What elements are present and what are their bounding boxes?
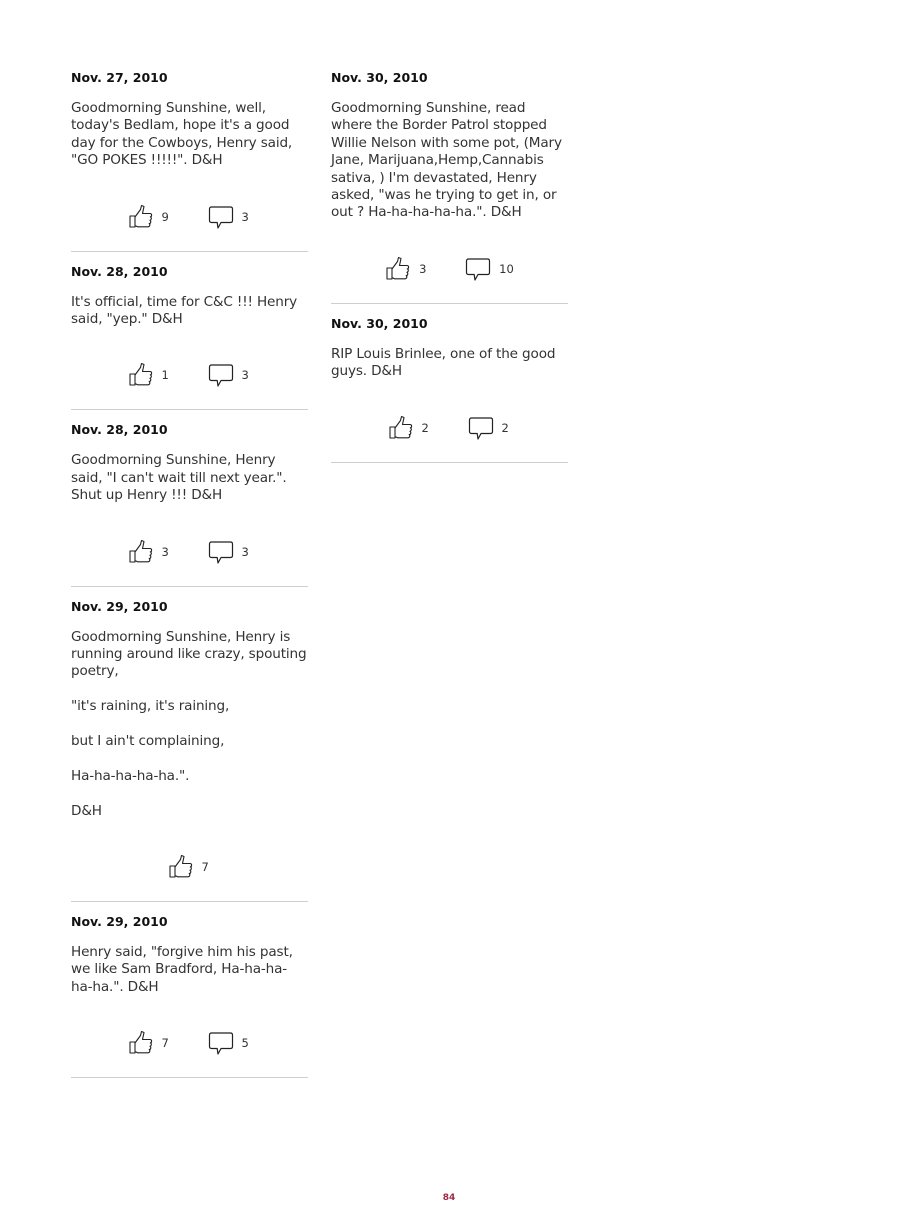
post: [71, 598, 308, 902]
speech-bubble-icon: [208, 204, 234, 230]
like-reaction[interactable]: [385, 256, 429, 282]
post-paragraph: but I ain't complaining,: [71, 733, 225, 750]
thumbs-up-icon: [128, 539, 154, 565]
speech-bubble-icon: [208, 539, 234, 565]
post: [331, 315, 568, 463]
post-paragraph: It's official, time for C&C !!! Henry said, "yep." D&H: [71, 293, 298, 328]
page-number: 84: [442, 1193, 456, 1203]
speech-bubble-icon: [465, 256, 491, 282]
comment-count: 10: [499, 261, 514, 276]
reaction-bar: [71, 540, 308, 564]
comment-count: 5: [241, 1036, 249, 1051]
reaction-bar: [71, 363, 308, 387]
post-paragraph: RIP Louis Brinlee, one of the good guys. D&H: [331, 345, 556, 380]
post-paragraph: Henry said, "forgive him his past, we like Sam Bradford, Ha-ha-ha-ha-ha.". D&H: [71, 944, 293, 995]
post: [71, 913, 308, 1078]
post-date: Nov. 30, 2010: [331, 315, 428, 331]
post-body: [331, 100, 568, 222]
comment-reaction[interactable]: [465, 256, 514, 282]
post: [331, 69, 568, 304]
comment-count: 3: [241, 368, 249, 383]
post-body: [71, 452, 308, 504]
post: [71, 69, 308, 252]
post-date: Nov. 30, 2010: [331, 70, 428, 85]
like-reaction[interactable]: [168, 854, 212, 880]
reaction-bar: [71, 1031, 308, 1055]
post-body: [331, 346, 568, 381]
like-reaction[interactable]: [128, 362, 172, 388]
comment-count: 3: [241, 209, 249, 224]
comment-reaction[interactable]: [208, 539, 252, 565]
post-date: Nov. 28, 2010: [71, 422, 168, 438]
thumbs-up-icon: [128, 1030, 154, 1056]
thumbs-up-icon: [128, 204, 154, 230]
like-count: 3: [419, 261, 427, 276]
like-count: 1: [161, 368, 169, 383]
comment-reaction[interactable]: [208, 362, 252, 388]
post-body: [71, 100, 308, 170]
comment-count: 2: [501, 420, 509, 435]
post-paragraph: Ha-ha-ha-ha-ha.".: [71, 767, 190, 784]
post-body: [71, 294, 308, 329]
post-paragraph: Goodmorning Sunshine, Henry said, "I can't wait till next year.". Shut up Henry !!! D&H: [71, 452, 287, 504]
post-body: [71, 944, 308, 996]
post: [71, 263, 308, 411]
like-count: 7: [201, 860, 209, 875]
comment-reaction[interactable]: [468, 415, 512, 441]
left-column: [71, 69, 308, 1078]
post-date: Nov. 29, 2010: [71, 914, 168, 930]
post-paragraph: Goodmorning Sunshine, read where the Border Patrol stopped Willie Nelson with some pot, (Mary Jane, Marijuana,Hemp,Cannabis sativa, ) I'm devastated, Henry asked, "was he trying to get in, or out ? Ha-ha-ha-ha-ha.". D&H: [331, 100, 562, 221]
thumbs-up-icon: [388, 415, 414, 441]
thumbs-up-icon: [385, 256, 411, 282]
right-column: [331, 69, 568, 463]
like-reaction[interactable]: [128, 1030, 172, 1056]
like-count: 7: [161, 1036, 169, 1051]
post-date: Nov. 28, 2010: [71, 263, 168, 279]
like-reaction[interactable]: [128, 204, 172, 230]
post: [71, 421, 308, 586]
like-count: 9: [161, 209, 169, 224]
speech-bubble-icon: [468, 415, 494, 441]
like-reaction[interactable]: [128, 539, 172, 565]
post-body: [71, 629, 308, 820]
post-paragraph: D&H: [71, 802, 102, 819]
thumbs-up-icon: [128, 362, 154, 388]
comment-reaction[interactable]: [208, 204, 252, 230]
speech-bubble-icon: [208, 1030, 234, 1056]
post-paragraph: Goodmorning Sunshine, well, today's Bedlam, hope it's a good day for the Cowboys, Henry said, "GO POKES !!!!!". D&H: [71, 100, 293, 169]
like-count: 3: [161, 544, 169, 559]
comment-reaction[interactable]: [208, 1030, 252, 1056]
post-paragraph: "it's raining, it's raining,: [71, 698, 230, 715]
comment-count: 3: [241, 544, 249, 559]
like-reaction[interactable]: [388, 415, 432, 441]
reaction-bar: [331, 416, 568, 440]
reaction-bar: [331, 257, 568, 281]
post-date: Nov. 29, 2010: [71, 598, 168, 614]
like-count: 2: [421, 420, 429, 435]
speech-bubble-icon: [208, 362, 234, 388]
thumbs-up-icon: [168, 854, 194, 880]
reaction-bar: [71, 855, 308, 879]
post-paragraph: Goodmorning Sunshine, Henry is running around like crazy, spouting poetry,: [71, 628, 307, 680]
post-date: Nov. 27, 2010: [71, 70, 168, 85]
reaction-bar: [71, 205, 308, 229]
